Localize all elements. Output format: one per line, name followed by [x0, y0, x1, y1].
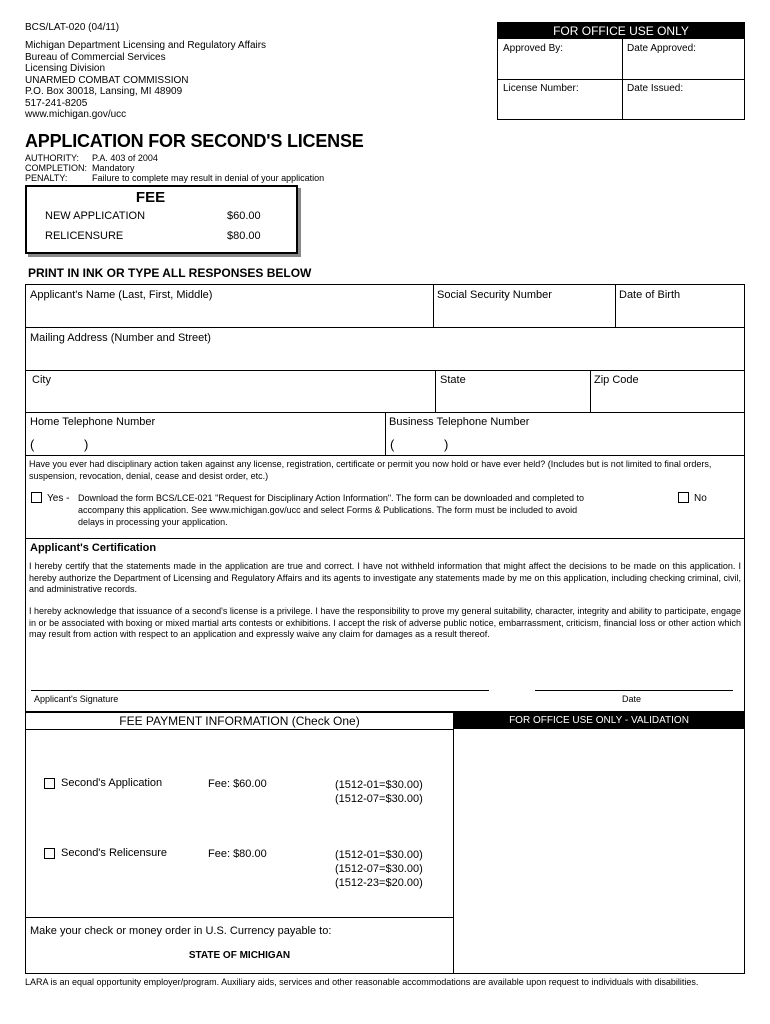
office-use-box — [497, 22, 745, 120]
zip-field[interactable]: Zip Code — [594, 374, 639, 386]
fee-new-label: NEW APPLICATION — [45, 210, 146, 222]
seconds-application-checkbox[interactable] — [44, 778, 55, 789]
approved-by-field[interactable]: Approved By: — [503, 43, 564, 54]
disciplinary-question: Have you ever had disciplinary action taken against any license, registration, certificate or permit you now hold or have ever held? (Includes but is not limited to final orders, suspension, revocation, denial, cease and desist order, etc.) — [29, 459, 712, 481]
city-field[interactable]: City — [32, 374, 51, 386]
date-approved-field[interactable]: Date Approved: — [627, 43, 696, 54]
signature-line[interactable] — [31, 690, 489, 691]
yes-label: Yes - — [47, 493, 70, 504]
completion-label: COMPLETION: — [25, 163, 88, 173]
agency-line: P.O. Box 30018, Lansing, MI 48909 — [25, 86, 183, 97]
payable-instruction: Make your check or money order in U.S. Currency payable to: — [30, 925, 332, 937]
home-phone-paren-close: ) — [84, 437, 89, 452]
fee-relicensure-amount: $80.00 — [227, 230, 261, 242]
business-phone-paren-open: ( — [390, 437, 395, 452]
no-checkbox[interactable] — [678, 492, 689, 503]
agency-address — [25, 40, 266, 121]
certification-paragraph-2: I hereby acknowledge that issuance of a second's license is a privilege. I have the responsibility to prove my general suitability, character, integrity and ability to participate, engage in or be associated with boxing or mixed martial arts contests or exhibitions. I accept the risk of adverse public notice, embarrassment, criticism, financial loss or other action which may result from action with respect to an application and expressly waive any claim for damages as a result thereof. — [29, 606, 741, 639]
date-issued-field[interactable]: Date Issued: — [627, 83, 684, 94]
seconds-application-label: Second's Application — [61, 777, 163, 789]
validation-title: FOR OFFICE USE ONLY - VALIDATION — [453, 713, 745, 729]
authority-label: AUTHORITY: — [25, 153, 80, 163]
seconds-application-fee: Fee: $60.00 — [208, 778, 267, 790]
code-line: (1512-07=$30.00) — [335, 793, 423, 805]
seconds-relicensure-fee: Fee: $80.00 — [208, 848, 267, 860]
home-phone-paren-open: ( — [30, 437, 35, 452]
authority-value: P.A. 403 of 2004 — [92, 153, 158, 163]
agency-line: UNARMED COMBAT COMMISSION — [25, 74, 189, 86]
applicant-form — [25, 284, 745, 712]
agency-line: 517-241-8205 — [25, 97, 88, 109]
business-phone-field[interactable]: Business Telephone Number — [389, 416, 530, 428]
penalty-value: Failure to complete may result in denial of your application — [92, 173, 325, 183]
penalty-label: PENALTY: — [25, 173, 68, 183]
authority-block — [25, 153, 324, 183]
fee-new-amount: $60.00 — [227, 210, 261, 222]
signature-label: Applicant's Signature — [34, 694, 119, 704]
license-number-field[interactable]: License Number: — [503, 83, 579, 94]
agency-line: Bureau of Commercial Services — [25, 51, 166, 63]
business-phone-paren-close: ) — [444, 437, 449, 452]
page-title: APPLICATION FOR SECOND'S LICENSE — [25, 131, 364, 151]
form-code: BCS/LAT-020 (04/11) — [25, 22, 120, 33]
fee-payment-title: FEE PAYMENT INFORMATION (Check One) — [119, 714, 360, 728]
certification-title: Applicant's Certification — [30, 542, 157, 554]
seconds-relicensure-codes — [335, 848, 423, 890]
agency-line: Michigan Department Licensing and Regulatory Affairs — [25, 40, 267, 51]
fee-relicensure-label: RELICENSURE — [45, 230, 124, 242]
seconds-application-codes — [335, 778, 423, 806]
office-use-title: FOR OFFICE USE ONLY — [498, 23, 744, 39]
payee-name: STATE OF MICHIGAN — [188, 950, 291, 961]
code-line: (1512-01=$30.00) — [335, 779, 423, 791]
yes-checkbox[interactable] — [31, 492, 42, 503]
footer-notice: LARA is an equal opportunity employer/program. Auxiliary aids, services and other reasonable accommodations are available upon request to individuals with disabilities. — [25, 977, 699, 987]
completion-value: Mandatory — [92, 163, 135, 173]
dob-field[interactable]: Date of Birth — [619, 289, 681, 301]
no-label: No — [694, 493, 707, 504]
certification-paragraph-1: I hereby certify that the statements made in the application are true and correct. I have not withheld information that might affect the decisions to be made on this application. I hereby authorize the Department of Licensing and Regulatory Affairs and its agents to investigate any statements made by me on this application, including checking criminal, civil, and administrative records. — [29, 561, 741, 594]
seconds-relicensure-label: Second's Relicensure — [61, 847, 168, 859]
ssn-field[interactable]: Social Security Number — [437, 289, 552, 301]
applicant-name-field[interactable]: Applicant's Name (Last, First, Middle) — [30, 289, 213, 301]
fee-box — [25, 185, 298, 254]
code-line: (1512-07=$30.00) — [335, 863, 423, 875]
instruction-heading: PRINT IN INK OR TYPE ALL RESPONSES BELOW — [28, 266, 312, 280]
agency-line: www.michigan.gov/ucc — [25, 109, 127, 120]
yes-instructions: Download the form BCS/LCE-021 "Request for Disciplinary Action Information". The form can be downloaded and completed to accompany this application. See www.michigan.gov/ucc and select Forms & Publications. The form must be included to avoid delays in processing your application. — [78, 493, 584, 527]
home-phone-field[interactable]: Home Telephone Number — [30, 416, 156, 428]
date-line[interactable] — [535, 690, 733, 691]
code-line: (1512-23=$20.00) — [335, 877, 423, 889]
mailing-address-field[interactable]: Mailing Address (Number and Street) — [30, 332, 211, 344]
fee-title: FEE — [135, 189, 166, 206]
code-line: (1512-01=$30.00) — [335, 849, 423, 861]
date-label: Date — [622, 694, 642, 704]
state-field[interactable]: State — [440, 374, 466, 386]
fee-payment-box — [25, 712, 745, 974]
seconds-relicensure-checkbox[interactable] — [44, 848, 55, 859]
agency-line: Licensing Division — [25, 63, 106, 74]
